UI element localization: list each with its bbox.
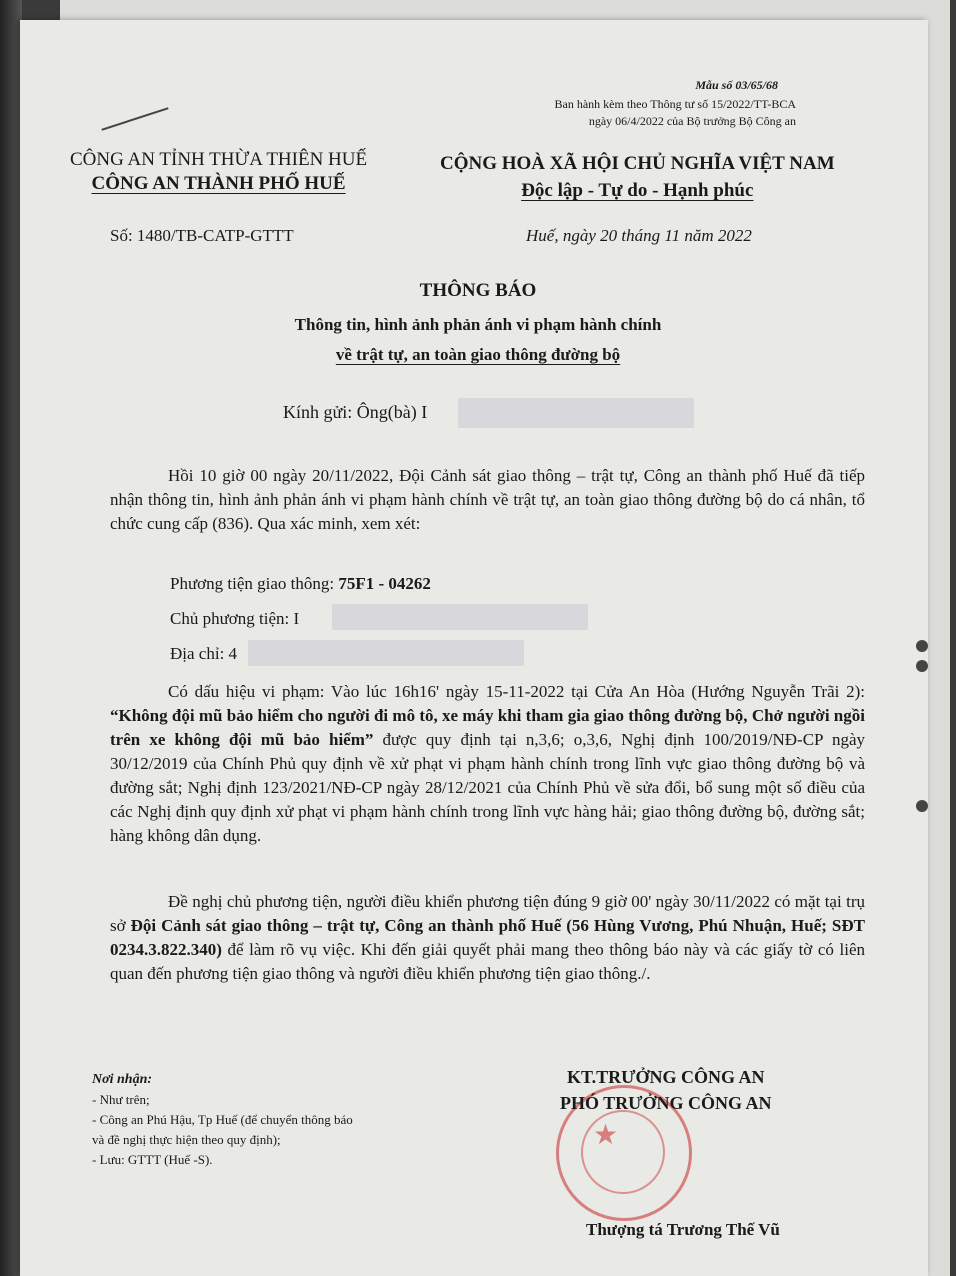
greeting: Kính gửi: Ông(bà) I <box>283 402 428 422</box>
pen-mark <box>101 107 168 131</box>
agency-line-2: CÔNG AN THÀNH PHỐ HUẾ <box>91 173 346 194</box>
form-note <box>555 96 797 130</box>
request-intro: Đề nghị chủ phương tiện, người điều khiển phương tiện đúng 9 giờ 00' ngày 30/11/2022 có mặt tại trụ sở <box>110 892 865 935</box>
document-subtitle <box>0 310 956 370</box>
national-header <box>440 150 835 204</box>
violation-legal-basis: được quy định tại n,3,6; o,3,6, Nghị định 100/2019/NĐ-CP ngày 30/12/2019 của Chính Phủ quy định về xử phạt vi phạm hành chính trong lĩnh vực giao thông đường bộ và đường sắt; Nghị định 123/2021/NĐ-CP ngày 28/12/2021 của Chính Phủ về sửa đổi, bổ sung một số điều của các Nghị định quy định xử phạt vi phạm hành chính trong lĩnh vực hàng hải; giao thông đường bộ, đường sắt; hàng không dân dụng. <box>110 730 866 845</box>
seal-star-icon: ★ <box>593 1120 619 1151</box>
recipient-3: - Lưu: GTTT (Huế -S). <box>92 1152 213 1167</box>
owner-label: Chủ phương tiện: I <box>170 609 300 628</box>
signature-title <box>560 1064 772 1116</box>
violation-intro: Có dấu hiệu vi phạm: Vào lúc 16h16' ngày 15-11-2022 tại Cửa An Hòa (Hướng Nguyễn Trãi 2): <box>168 682 865 701</box>
vehicle-plate: 75F1 - 04262 <box>338 574 431 593</box>
redacted-owner <box>332 604 588 630</box>
nation-motto: Độc lập - Tự do - Hạnh phúc <box>521 180 754 201</box>
request-location: Đội Cảnh sát giao thông – trật tự, Công an thành phố Huế (56 Hùng Vương, Phú Nhuận, Huế; SĐT 0234.3.822.340) <box>110 916 865 959</box>
background-edge <box>0 0 22 1276</box>
vehicle-field <box>170 574 431 594</box>
intro-paragraph: Hồi 10 giờ 00 ngày 20/11/2022, Đội Cảnh sát giao thông – trật tự, Công an thành phố Huế đã tiếp nhận thông tin, hình ảnh phản ánh vi phạm hành chính về trật tự, an toàn giao thông đường bộ do cá nhân, tổ chức cung cấp (836). Qua xác minh, xem xét: <box>110 466 865 533</box>
issuing-agency <box>70 148 367 196</box>
recipients-heading: Nơi nhận: <box>92 1072 153 1087</box>
vehicle-label: Phương tiện giao thông: <box>170 574 339 593</box>
address-label: Địa chỉ: 4 <box>170 644 238 663</box>
signature-title-2: PHÓ TRƯỞNG CÔNG AN <box>560 1093 772 1113</box>
signature-title-1: KT.TRƯỞNG CÔNG AN <box>567 1067 765 1087</box>
form-note-line-2: ngày 06/4/2022 của Bộ trưởng Bộ Công an <box>588 114 796 128</box>
subtitle-line-1: Thông tin, hình ảnh phản ánh vi phạm hành chính <box>294 315 662 334</box>
redacted-name <box>458 398 694 428</box>
violation-description: “Không đội mũ bảo hiểm cho người đi mô tô, xe máy khi tham gia giao thông đường bộ, Chở người ngồi trên xe không đội mũ bảo hiểm” <box>110 706 865 749</box>
recipient-2: - Công an Phú Hậu, Tp Huế (để chuyển thông báo <box>92 1112 353 1127</box>
agency-line-1: CÔNG AN TỈNH THỪA THIÊN HUẾ <box>70 149 368 170</box>
document-title: THÔNG BÁO <box>419 280 537 301</box>
recipient-1: - Như trên; <box>92 1092 150 1107</box>
violation-paragraph <box>110 680 865 848</box>
subtitle-line-2: về trật tự, an toàn giao thông đường bộ <box>335 345 621 364</box>
recipients-block <box>92 1070 353 1170</box>
form-note-line-1: Ban hành kèm theo Thông tư số 15/2022/TT-BCA <box>554 97 796 111</box>
request-instructions: để làm rõ vụ việc. Khi đến giải quyết phải mang theo thông báo này và các giấy tờ có liên quan đến phương tiện giao thông và người điều khiển phương tiện giao thông./. <box>110 940 865 983</box>
request-paragraph <box>110 890 865 986</box>
redacted-address <box>248 640 524 666</box>
document-date: Huế, ngày 20 tháng 11 năm 2022 <box>526 226 752 245</box>
document-number: Số: 1480/TB-CATP-GTTT <box>110 226 294 245</box>
form-reference: Mẫu số 03/65/68 <box>695 78 778 92</box>
signer-name: Thượng tá Trương Thế Vũ <box>586 1220 780 1239</box>
recipient-2-cont: và đề nghị thực hiện theo quy định); <box>92 1132 281 1147</box>
nation-name: CỘNG HOÀ XÃ HỘI CHỦ NGHĨA VIỆT NAM <box>440 153 835 174</box>
